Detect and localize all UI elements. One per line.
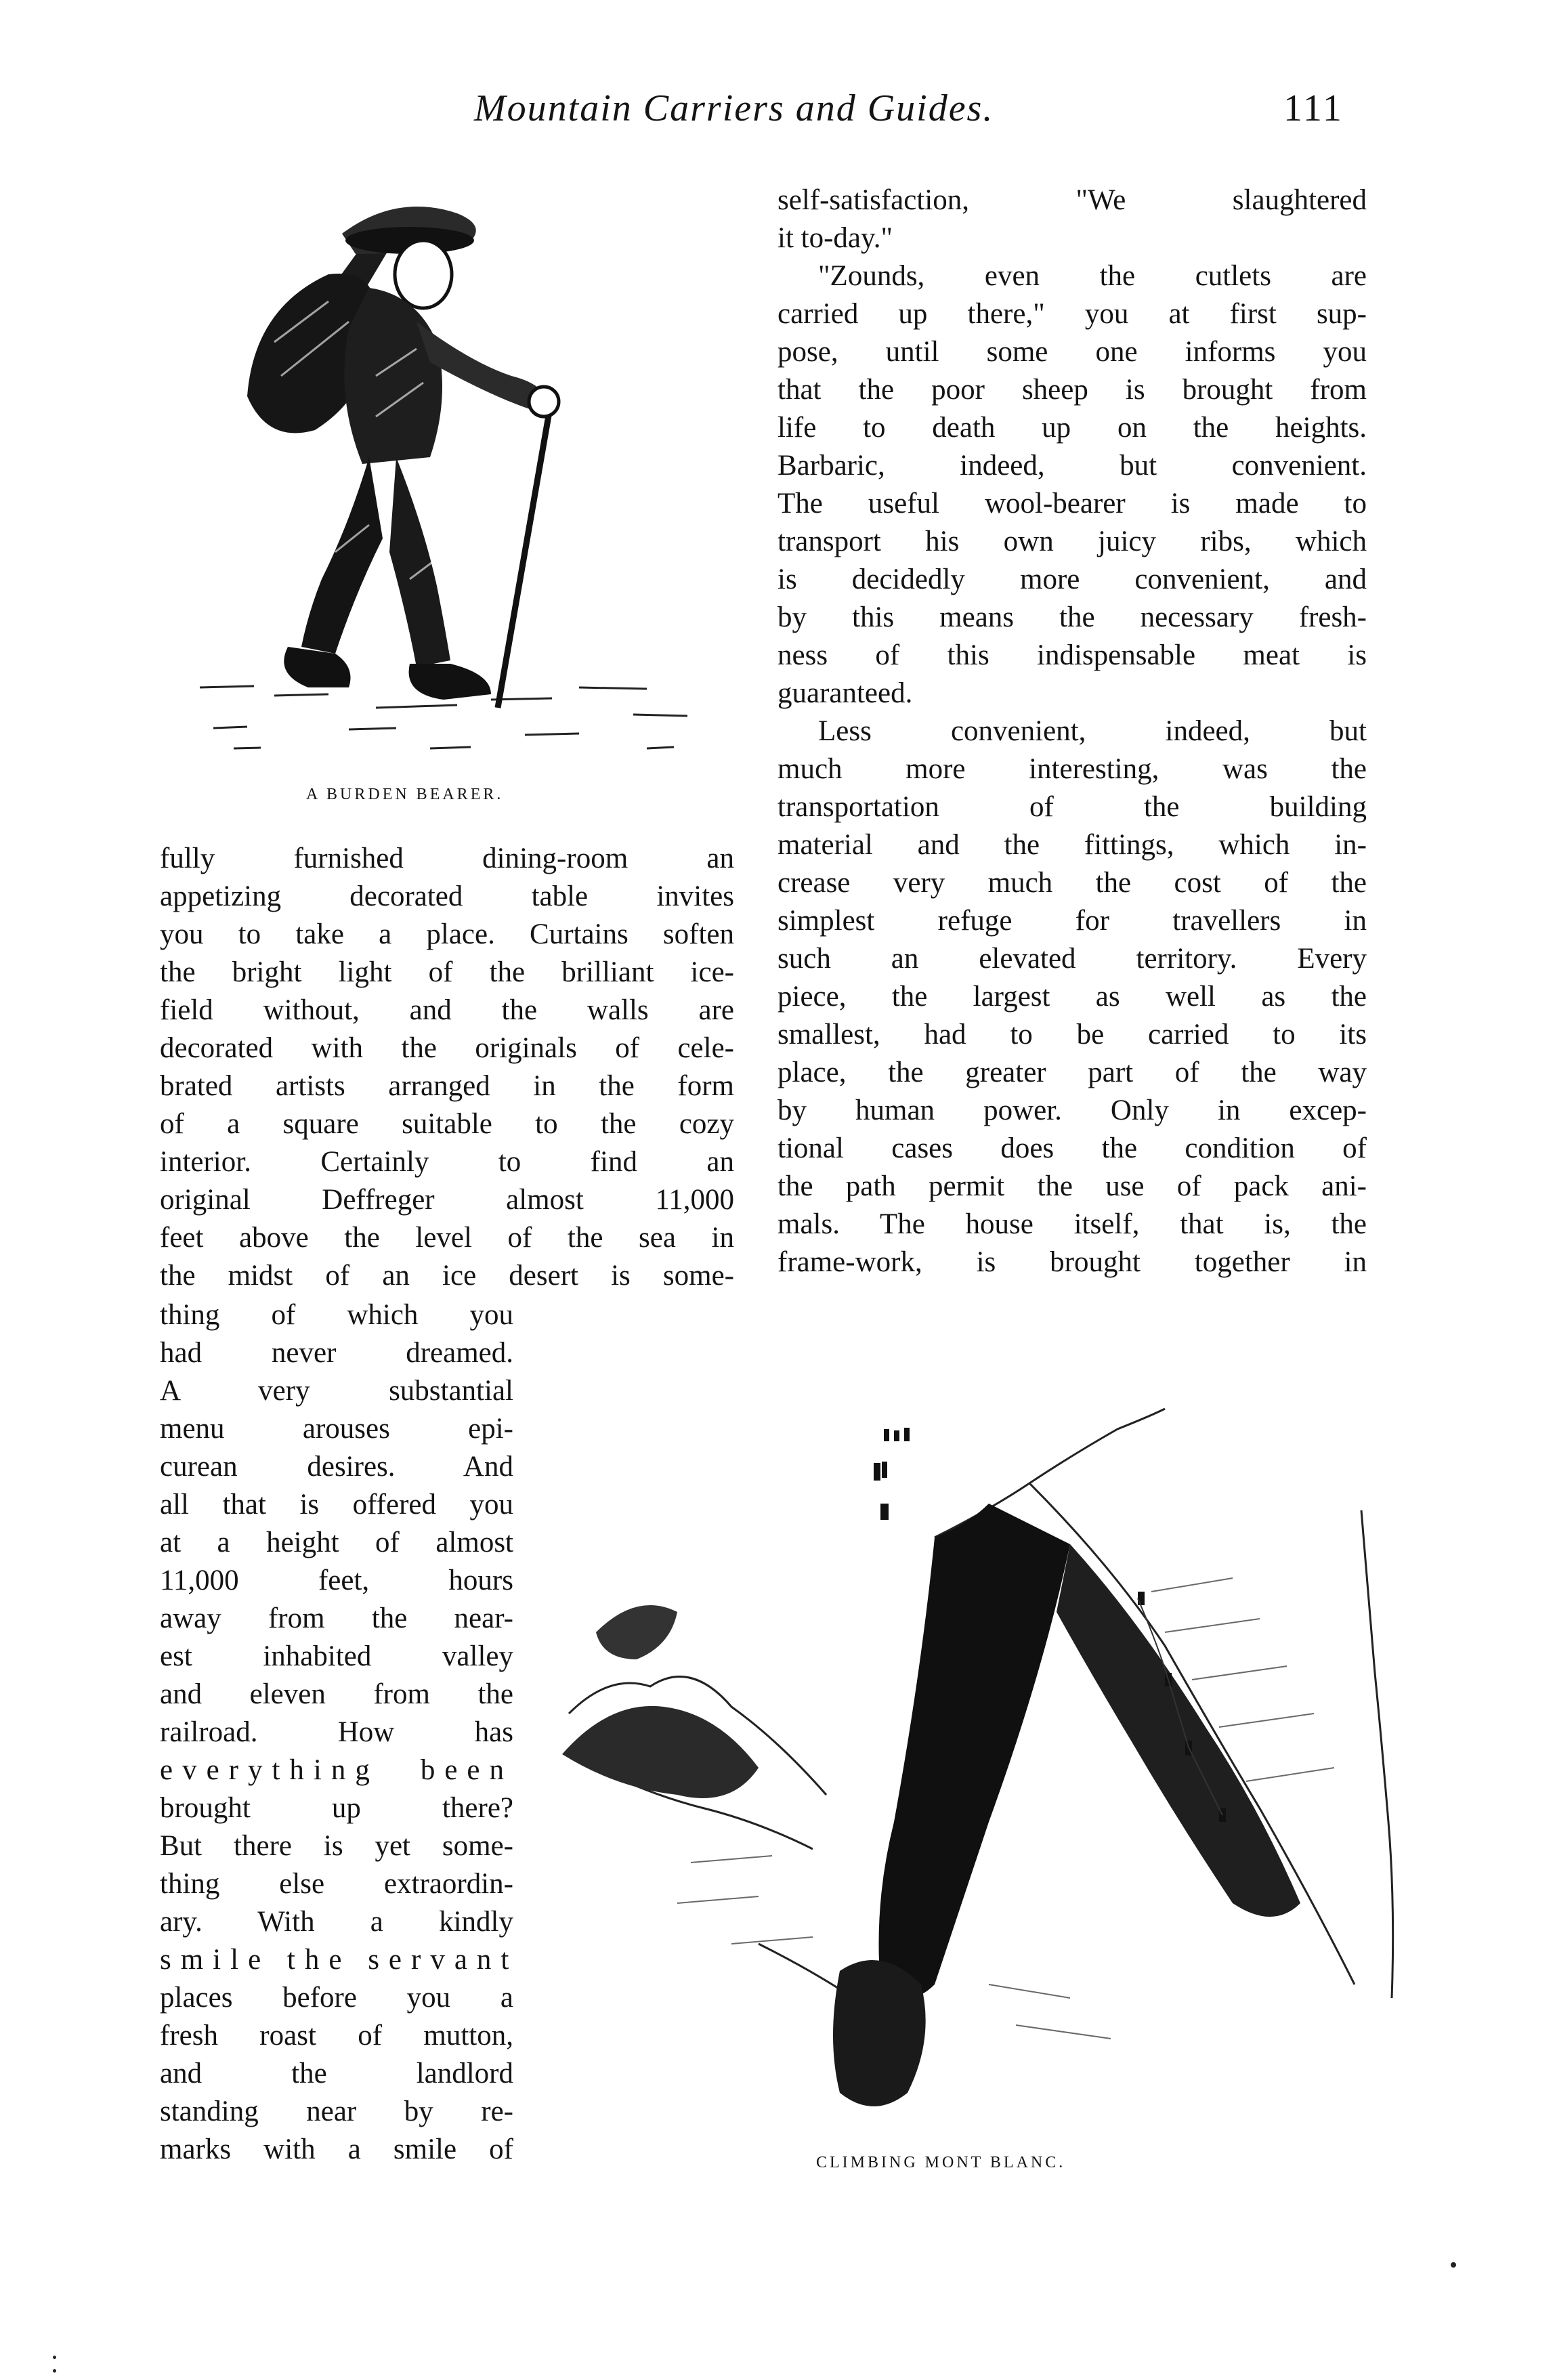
text-line: railroad. How has xyxy=(160,1716,513,1748)
text-line: pose, until some one informs you xyxy=(778,336,1367,368)
text-line: self-satisfaction, "We slaughtered xyxy=(778,184,1367,216)
text-line: transport his own juicy ribs, which xyxy=(778,526,1367,557)
text-line: fully furnished dining-room an xyxy=(160,843,734,874)
text-line: Less convenient, indeed, but xyxy=(818,715,1367,747)
text-line: smile the servant xyxy=(160,1944,519,1976)
text-line: The useful wool-bearer is made to xyxy=(778,488,1367,519)
text-line: ness of this indispensable meat is xyxy=(778,639,1367,671)
page-header xyxy=(0,87,1555,141)
ink-speck xyxy=(1451,2262,1456,2268)
text-line: life to death up on the heights. xyxy=(778,412,1367,444)
text-line: standing near by re- xyxy=(160,2096,513,2127)
text-line: "Zounds, even the cutlets are xyxy=(818,260,1367,292)
text-line: thing else extraordin- xyxy=(160,1868,513,1900)
text-line: place, the greater part of the way xyxy=(778,1057,1367,1088)
text-line: had never dreamed. xyxy=(160,1337,513,1369)
text-line: much more interesting, was the xyxy=(778,753,1367,785)
text-line: is decidedly more convenient, and xyxy=(778,564,1367,595)
text-line: such an elevated territory. Every xyxy=(778,943,1367,975)
text-line: decorated with the originals of cele- xyxy=(160,1032,734,1064)
text-line: original Deffreger almost 11,000 xyxy=(160,1184,734,1216)
text-line: piece, the largest as well as the xyxy=(778,981,1367,1013)
text-line: thing of which you xyxy=(160,1299,513,1331)
text-line: appetizing decorated table invites xyxy=(160,880,734,912)
text-line: field without, and the walls are xyxy=(160,994,734,1026)
text-line: mals. The house itself, that is, the xyxy=(778,1208,1367,1240)
text-line: crease very much the cost of the xyxy=(778,867,1367,899)
text-line: brated artists arranged in the form xyxy=(160,1070,734,1102)
page-number: 111 xyxy=(1283,87,1344,129)
porter-drawing xyxy=(173,173,715,769)
text-line: A very substantial xyxy=(160,1375,513,1407)
text-line: ary. With a kindly xyxy=(160,1906,513,1938)
running-title: Mountain Carriers and Guides. xyxy=(474,87,994,129)
text-line: it to-day." xyxy=(778,222,893,254)
text-line: carried up there," you at first sup- xyxy=(778,298,1367,330)
text-line: transportation of the building xyxy=(778,791,1367,823)
text-line: But there is yet some- xyxy=(160,1830,513,1862)
text-line: and eleven from the xyxy=(160,1678,513,1710)
text-line: at a height of almost xyxy=(160,1527,513,1558)
text-line: by human power. Only in excep- xyxy=(778,1095,1367,1126)
text-line: away from the near- xyxy=(160,1602,513,1634)
text-line: all that is offered you xyxy=(160,1489,513,1521)
text-line: that the poor sheep is brought from xyxy=(778,374,1367,406)
text-line: guaranteed. xyxy=(778,677,913,709)
ink-speck xyxy=(53,2356,56,2359)
text-line: the bright light of the brilliant ice- xyxy=(160,956,734,988)
text-line: smallest, had to be carried to its xyxy=(778,1019,1367,1050)
text-line: interior. Certainly to find an xyxy=(160,1146,734,1178)
text-line: fresh roast of mutton, xyxy=(160,2020,513,2052)
text-line: tional cases does the condition of xyxy=(778,1132,1367,1164)
text-line: the path permit the use of pack ani- xyxy=(778,1170,1367,1202)
burden-bearer-illustration xyxy=(173,173,715,769)
text-line: everything been xyxy=(160,1754,513,1786)
text-line: 11,000 feet, hours xyxy=(160,1565,513,1596)
climbing-mont-blanc-caption: CLIMBING MONT BLANC. xyxy=(816,2154,1066,2171)
text-line: the midst of an ice desert is some- xyxy=(160,1260,734,1292)
text-line: simplest refuge for travellers in xyxy=(778,905,1367,937)
text-line: curean desires. And xyxy=(160,1451,513,1483)
mountain-drawing xyxy=(555,1388,1409,2133)
text-line: est inhabited valley xyxy=(160,1640,513,1672)
text-line: material and the fittings, which in- xyxy=(778,829,1367,861)
text-line: marks with a smile of xyxy=(160,2133,513,2165)
text-line: of a square suitable to the cozy xyxy=(160,1108,734,1140)
text-line: and the landlord xyxy=(160,2058,513,2089)
climbing-mont-blanc-illustration xyxy=(555,1388,1409,2133)
text-line: Barbaric, indeed, but convenient. xyxy=(778,450,1367,482)
text-line: menu arouses epi- xyxy=(160,1413,513,1445)
text-line: by this means the necessary fresh- xyxy=(778,601,1367,633)
text-line: you to take a place. Curtains soften xyxy=(160,918,734,950)
text-line: brought up there? xyxy=(160,1792,513,1824)
text-line: feet above the level of the sea in xyxy=(160,1222,734,1254)
burden-bearer-caption: A BURDEN BEARER. xyxy=(306,786,504,803)
text-line: frame-work, is brought together in xyxy=(778,1246,1367,1278)
text-line: places before you a xyxy=(160,1982,513,2014)
ink-speck xyxy=(53,2369,56,2373)
